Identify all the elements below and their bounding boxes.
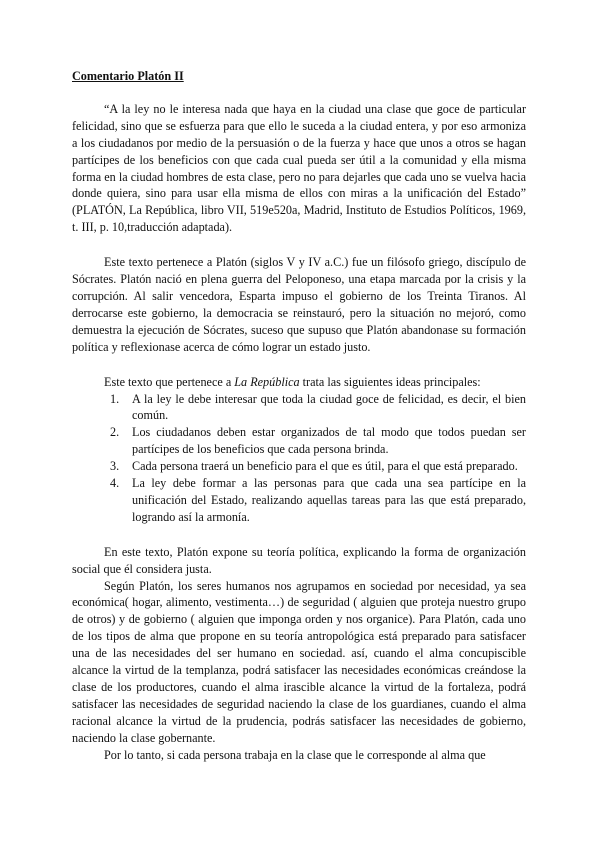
theory-body-paragraph: Según Platón, los seres humanos nos agrupamos en sociedad por necesidad, ya sea económica( hogar, alimento, vestimenta…) de seguridad ( alguien que proteja nuestro grupo de otros) y de gobierno ( alguien que imponga orden y nos organice). Para Platón, cada uno de los tipos de alma que propone en su teoría antropológica está preparado para satisfacer una de las necesidades del ser humano en sociedad. así, cuando el alma concupiscible alcance la virtud de la templanza, podrá satisfacer las necesidades económicas creándose la clase de los productores, cuando el alma irascible alcance la virtud de la fortaleza, podrá satisfacer las necesidades de seguridad naciendo la clase de los guardianes, cuando el alma racional alcance la virtud de la prudencia, podrás satisfacer las necesidades de gobierno, naciendo la clase gobernante. — [72, 578, 526, 745]
list-item-text: A la ley le debe interesar que toda la ciudad goce de felicidad, es decir, el bien común. — [132, 391, 526, 423]
list-item-text: La ley debe formar a las personas para que cada una sea partícipe en la unificación del Estado, realizando aquellas tareas para las que está preparado, logrando así la armonía. — [132, 476, 526, 524]
theory-intro-paragraph: En este texto, Platón expone su teoría política, explicando la forma de organización social que él considera justa. — [72, 544, 526, 576]
list-item — [110, 475, 526, 526]
list-item-text: Cada persona traerá un beneficio para el que es útil, para el que está preparado. — [132, 459, 518, 474]
list-item-text: Los ciudadanos deben estar organizados de tal modo que todos puedan ser partícipes de los beneficios que cada persona brinda. — [132, 425, 526, 457]
list-item-number: 1. — [110, 391, 120, 406]
ideas-intro-after: trata las siguientes ideas principales: — [299, 374, 481, 389]
quote-paragraph: “A la ley no le interesa nada que haya en la ciudad una clase que goce de particular felicidad, sino que se esfuerza para que ello le suceda a la ciudad entera, y por eso armoniza a los ciudadanos por medio de la persuasión o de la fuerza y hace que unos a otros se hagan partícipes de los beneficios con que cada cual pueda ser útil a la comunidad y ella misma forma en la ciudad hombres de esta clase, pero no para dejarles que cada uno se vuelva hacia donde quiera, sino para usar ella misma de ellos con miras a la unificación del Estado” (PLATÓN, La República, libro VII, 519e520a, Madrid, Instituto de Estudios Políticos, 1969, t. III, p. 10,traducción adaptada). — [72, 101, 526, 235]
document-title: Comentario Platón II — [72, 69, 184, 83]
list-item — [110, 391, 526, 425]
list-item-number: 4. — [110, 476, 120, 491]
list-item — [110, 458, 526, 475]
list-item-number: 3. — [110, 459, 120, 474]
ideas-intro — [72, 374, 526, 391]
ideas-intro-before: Este texto que pertenece a — [104, 374, 235, 389]
list-item-number: 2. — [110, 425, 120, 440]
conclusion-paragraph: Por lo tanto, si cada persona trabaja en la clase que le corresponde al alma que — [104, 747, 486, 762]
ideas-list — [72, 391, 526, 526]
document-body — [72, 68, 526, 764]
list-item — [110, 424, 526, 458]
work-title: La República — [234, 374, 300, 389]
context-paragraph: Este texto pertenece a Platón (siglos V y IV a.C.) fue un filósofo griego, discípulo de Sócrates. Platón nació en plena guerra del Peloponeso, una etapa marcada por la crisis y la corrupción. Al salir vencedora, Esparta impuso el gobierno de los Treinta Tiranos. Al derrocarse este gobierno, la democracia se reinstauró, pero la situación no mejoró, como demuestra la ejecución de Sócrates, suceso que supuso que Platón abandonase su formación política y reflexionase acerca de cómo lograr un estado justo. — [72, 255, 526, 354]
